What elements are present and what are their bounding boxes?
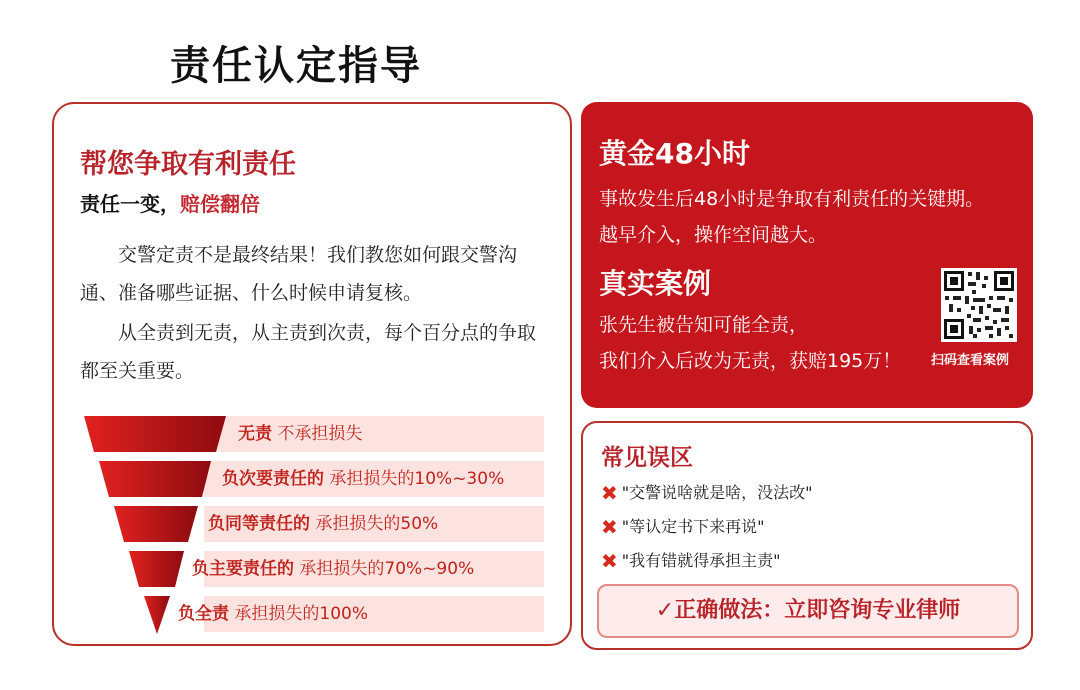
funnel-segment [129,551,184,587]
golden-48-hours-card [581,102,1033,408]
qr-code-icon [941,268,1017,342]
intro-paragraph: 交警定责不是最终结果！我们教您如何跟交警沟通、准备哪些证据、什么时候申请复核。 [80,244,518,304]
real-case-title: 真实案例 [599,267,712,300]
tier-label-equal: 负同等责任的 承担损失的50% [208,514,439,534]
tier-label-no-liability: 无责 不承担损失 [238,424,363,444]
qr-code-label: 扫码查看案例 [931,353,1010,368]
importance-paragraph: 从全责到无责，从主责到次责，每个百分点的争取都至关重要。 [80,322,537,382]
golden-hours-line: 事故发生后48小时是争取有利责任的关键期。 [599,188,985,210]
funnel-segment [144,596,170,634]
liability-guide-card [52,102,572,646]
funnel-segment [84,416,226,452]
tier-label-primary: 负主要责任的 承担损失的70%~90% [192,559,475,579]
golden-hours-title: 黄金48小时 [599,137,750,170]
golden-hours-line: 越早介入，操作空间越大。 [599,224,828,246]
funnel-segment [99,461,211,497]
cross-icon: ✖ [601,549,618,573]
tier-label-full: 负全责 承担损失的100% [178,604,369,624]
subheading-prefix: 责任一变， [80,192,180,216]
page-title: 责任认定指导 [170,43,422,89]
liability-funnel [84,416,544,636]
subheading-highlight: 赔偿翻倍 [180,192,260,216]
card-subheading [80,188,260,217]
misconception-item: ✖ "交警说啥就是啥，没法改" [601,481,813,505]
qr-code[interactable] [941,268,1017,342]
case-line: 张先生被告知可能全责， [599,314,809,336]
correct-approach-banner: ✓正确做法：立即咨询专业律师 [597,584,1019,638]
misconception-item: ✖ "等认定书下来再说" [601,515,765,539]
misconceptions-card [581,421,1033,650]
tier-label-secondary: 负次要责任的 承担损失的10%~30% [222,469,505,489]
case-line: 我们介入后改为无责，获赔195万！ [599,350,902,372]
misconception-item: ✖ "我有错就得承担主责" [601,549,781,573]
cross-icon: ✖ [601,515,618,539]
cross-icon: ✖ [601,481,618,505]
misconceptions-title: 常见误区 [601,445,693,471]
card-heading: 帮您争取有利责任 [80,149,296,180]
funnel-segment [114,506,198,542]
